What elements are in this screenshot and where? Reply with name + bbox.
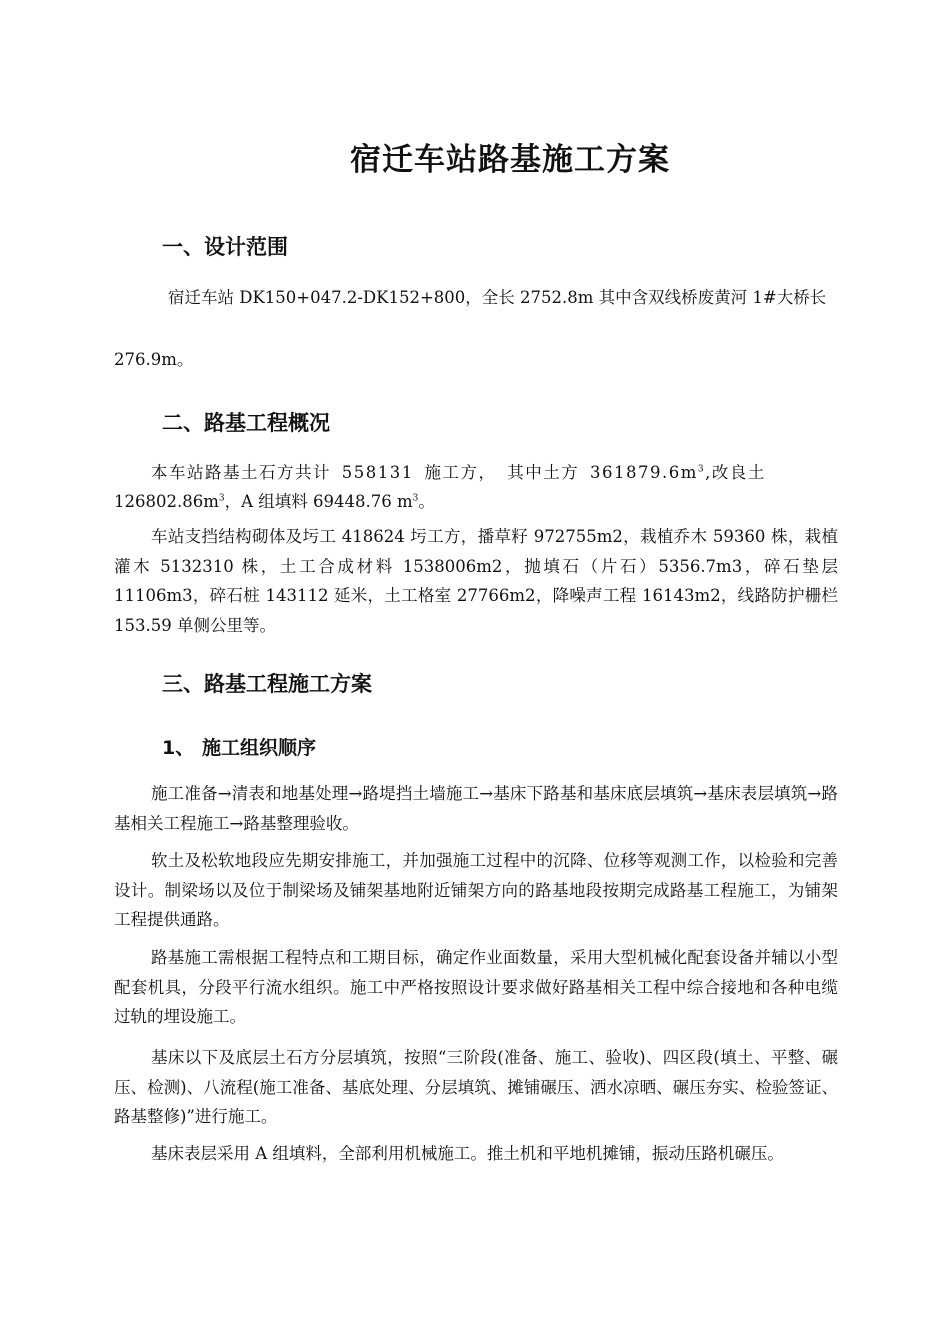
plan-para4: 基床以下及底层土石方分层填筑，按照“三阶段(准备、施工、验收)、四区段(填土、平整、碾压、检测)、八流程(施工准备、基底处理、分层填筑、摊铺碾压、洒水凉晒、碾压夯实、检验签证、路基整修)”进行施工。	[114, 1048, 838, 1126]
overview-para1-line2	[114, 488, 435, 512]
plan-para1: 施工准备→清表和地基处理→路堤挡土墙施工→基床下路基和基床底层填筑→基床表层填筑→路基相关工程施工→路基整理验收。	[114, 784, 838, 833]
overview-improved-soil-label: ,改良土	[705, 463, 766, 482]
scope-text-line2: 276.9m。	[114, 350, 194, 369]
document-title: 宿迁车站路基施工方案	[350, 142, 670, 178]
unit-superscript: 3	[697, 464, 706, 475]
section-heading-scope: 一、设计范围	[162, 235, 288, 259]
overview-end-punct: 。	[418, 492, 435, 511]
overview-improved-soil-value: 126802.86m	[114, 492, 219, 511]
scope-text-line1: 宿迁车站 DK150+047.2-DK152+800，全长 2752.8m 其中含双线桥废黄河 1#大桥长	[168, 288, 827, 307]
section-heading-overview: 二、路基工程概况	[162, 411, 330, 435]
unit-superscript: 3	[412, 493, 419, 504]
plan-para5: 基床表层采用 A 组填料，全部利用机械施工。推土机和平地机摊铺，振动压路机碾压。	[151, 1144, 784, 1163]
overview-para2: 车站支挡结构砌体及圬工 418624 圬工方，播草籽 972755m2，栽植乔木 59360 株，栽植灌木 5132310 株，土工合成材料 1538006m2，抛填石（片石）5356.7m3，碎石垫层11106m3，碎石桩 143112 延米，土工格室 27766m2，降噪声工程 16143m2，线路防护栅栏 153.59 单侧公里等。	[114, 527, 838, 635]
overview-fill-value: ，A 组填料 69448.76 m	[224, 492, 413, 511]
plan-para3: 路基施工需根据工程特点和工期目标，确定作业面数量，采用大型机械化配套设备并辅以小型配套机具，分段平行流水组织。施工中严格按照设计要求做好路基相关工程中综合接地和各种电缆过轨的埋设施工。	[114, 948, 838, 1026]
subsection-title: 施工组织顺序	[202, 737, 317, 759]
section-heading-plan: 三、路基工程施工方案	[162, 672, 372, 696]
overview-earthwork-total: 本车站路基土石方共计 558131 施工方， 其中土方 361879.6m	[151, 463, 698, 482]
unit-superscript: 3	[218, 493, 225, 504]
subsection-number: 1、	[162, 737, 195, 759]
overview-para1-line1	[151, 459, 766, 483]
plan-para2: 软土及松软地段应先期安排施工，并加强施工过程中的沉降、位移等观测工作，以检验和完善设计。制梁场以及位于制梁场及铺架基地附近铺架方向的路基地段按期完成路基工程施工，为铺架工程提供通路。	[114, 851, 838, 929]
subsection-heading-sequence	[162, 733, 316, 760]
